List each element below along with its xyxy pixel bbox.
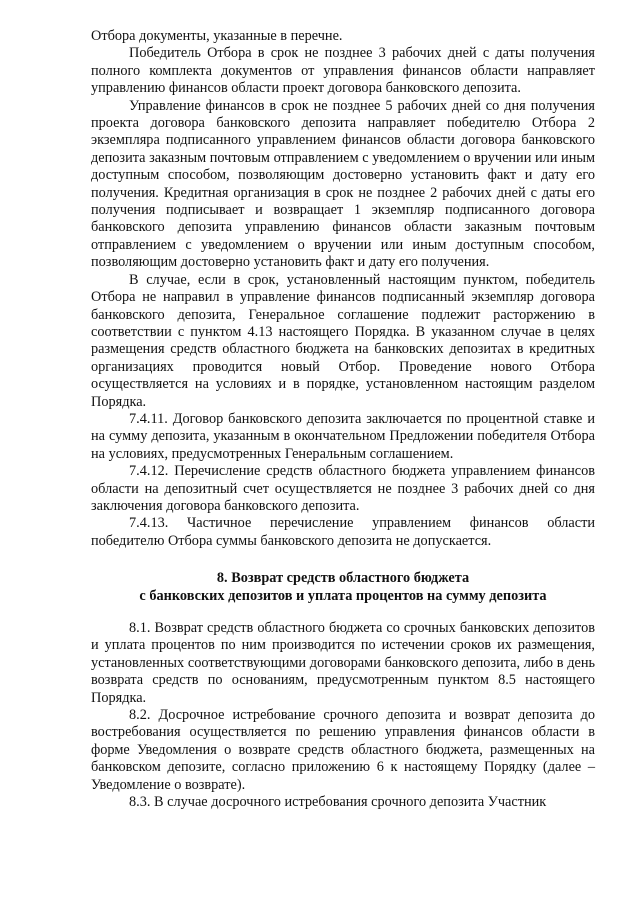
paragraph-submission-draft: Победитель Отбора в срок не позднее 3 рабочих дней с даты получения полного комплекта документов от управления финансов области направляет управлению финансов области проект договора банковского депозита. [91, 45, 595, 97]
clause-8-2: 8.2. Досрочное истребование срочного депозита и возврат депозита до востребования осуществляется по решению управления финансов области в форме Уведомления о возврате средств областного бюджета, размещенных на банковском депозите, согласно приложению 6 к настоящему Порядку (далее – Уведомление о возврате). [91, 707, 595, 793]
clause-7-4-13: 7.4.13. Частичное перечисление управлением финансов области победителю Отбора суммы банковского депозита не допускается. [91, 515, 595, 549]
clause-7-4-12: 7.4.12. Перечисление средств областного бюджета управлением финансов области на депозитный счет осуществляется не позднее 3 рабочих дней со дня заключения договора банковского депозита. [91, 463, 595, 514]
clause-8-1: 8.1. Возврат средств областного бюджета со срочных банковских депозитов и уплата процентов по ним производится по истечении сроков их размещения, установленных соответствующими договорами банковского депозита, либо в день возврата средств по основаниям, предусмотренным пунктом 8.5 настоящего Порядка. [91, 620, 595, 706]
section-8-heading [91, 570, 595, 605]
paragraph-contract-exchange: Управление финансов в срок не позднее 5 рабочих дней со дня получения проекта договора банковского депозита направляет победителю Отбора 2 экземпляра подписанного управлением финансов области договора банковского депозита заказным почтовым отправлением с уведомлением о вручении или иным доступным способом, позволяющим достоверно установить факт и дату его получения. Кредитная организация в срок не позднее 2 рабочих дней с даты его получения подписывает и возвращает 1 экземпляр подписанного договора банковского депозита управлению финансов области заказным почтовым отправлением с уведомлением о вручении или иным доступным способом, позволяющим достоверно установить факт и дату его получения. [91, 97, 595, 271]
clause-8-3: 8.3. В случае досрочного истребования срочного депозита Участник [129, 794, 547, 811]
continuation-text: Отбора документы, указанные в перечне. [91, 28, 343, 44]
paragraph-termination: В случае, если в срок, установленный настоящим пунктом, победитель Отбора не направил в управление финансов подписанный экземпляр договора банковского депозита, Генеральное соглашение подлежит расторжению в соответствии с пунктом 4.13 настоящего Порядка. В указанном случае в целях размещения средств областного бюджета на банковских депозитах в кредитных организациях проводится новый Отбор. Проведение нового Отбора осуществляется на условиях и в порядке, установленном настоящим разделом Порядка. [91, 271, 595, 410]
section-8-heading-line2: с банковских депозитов и уплата процентов на сумму депозита [139, 587, 547, 604]
document-page [91, 28, 595, 811]
section-8-heading-line1: 8. Возврат средств областного бюджета [216, 570, 470, 587]
clause-7-4-11: 7.4.11. Договор банковского депозита заключается по процентной ставке и на сумму депозита, указанным в окончательном Предложении победителя Отбора на условиях, предусмотренных Генеральным соглашением. [91, 410, 595, 462]
